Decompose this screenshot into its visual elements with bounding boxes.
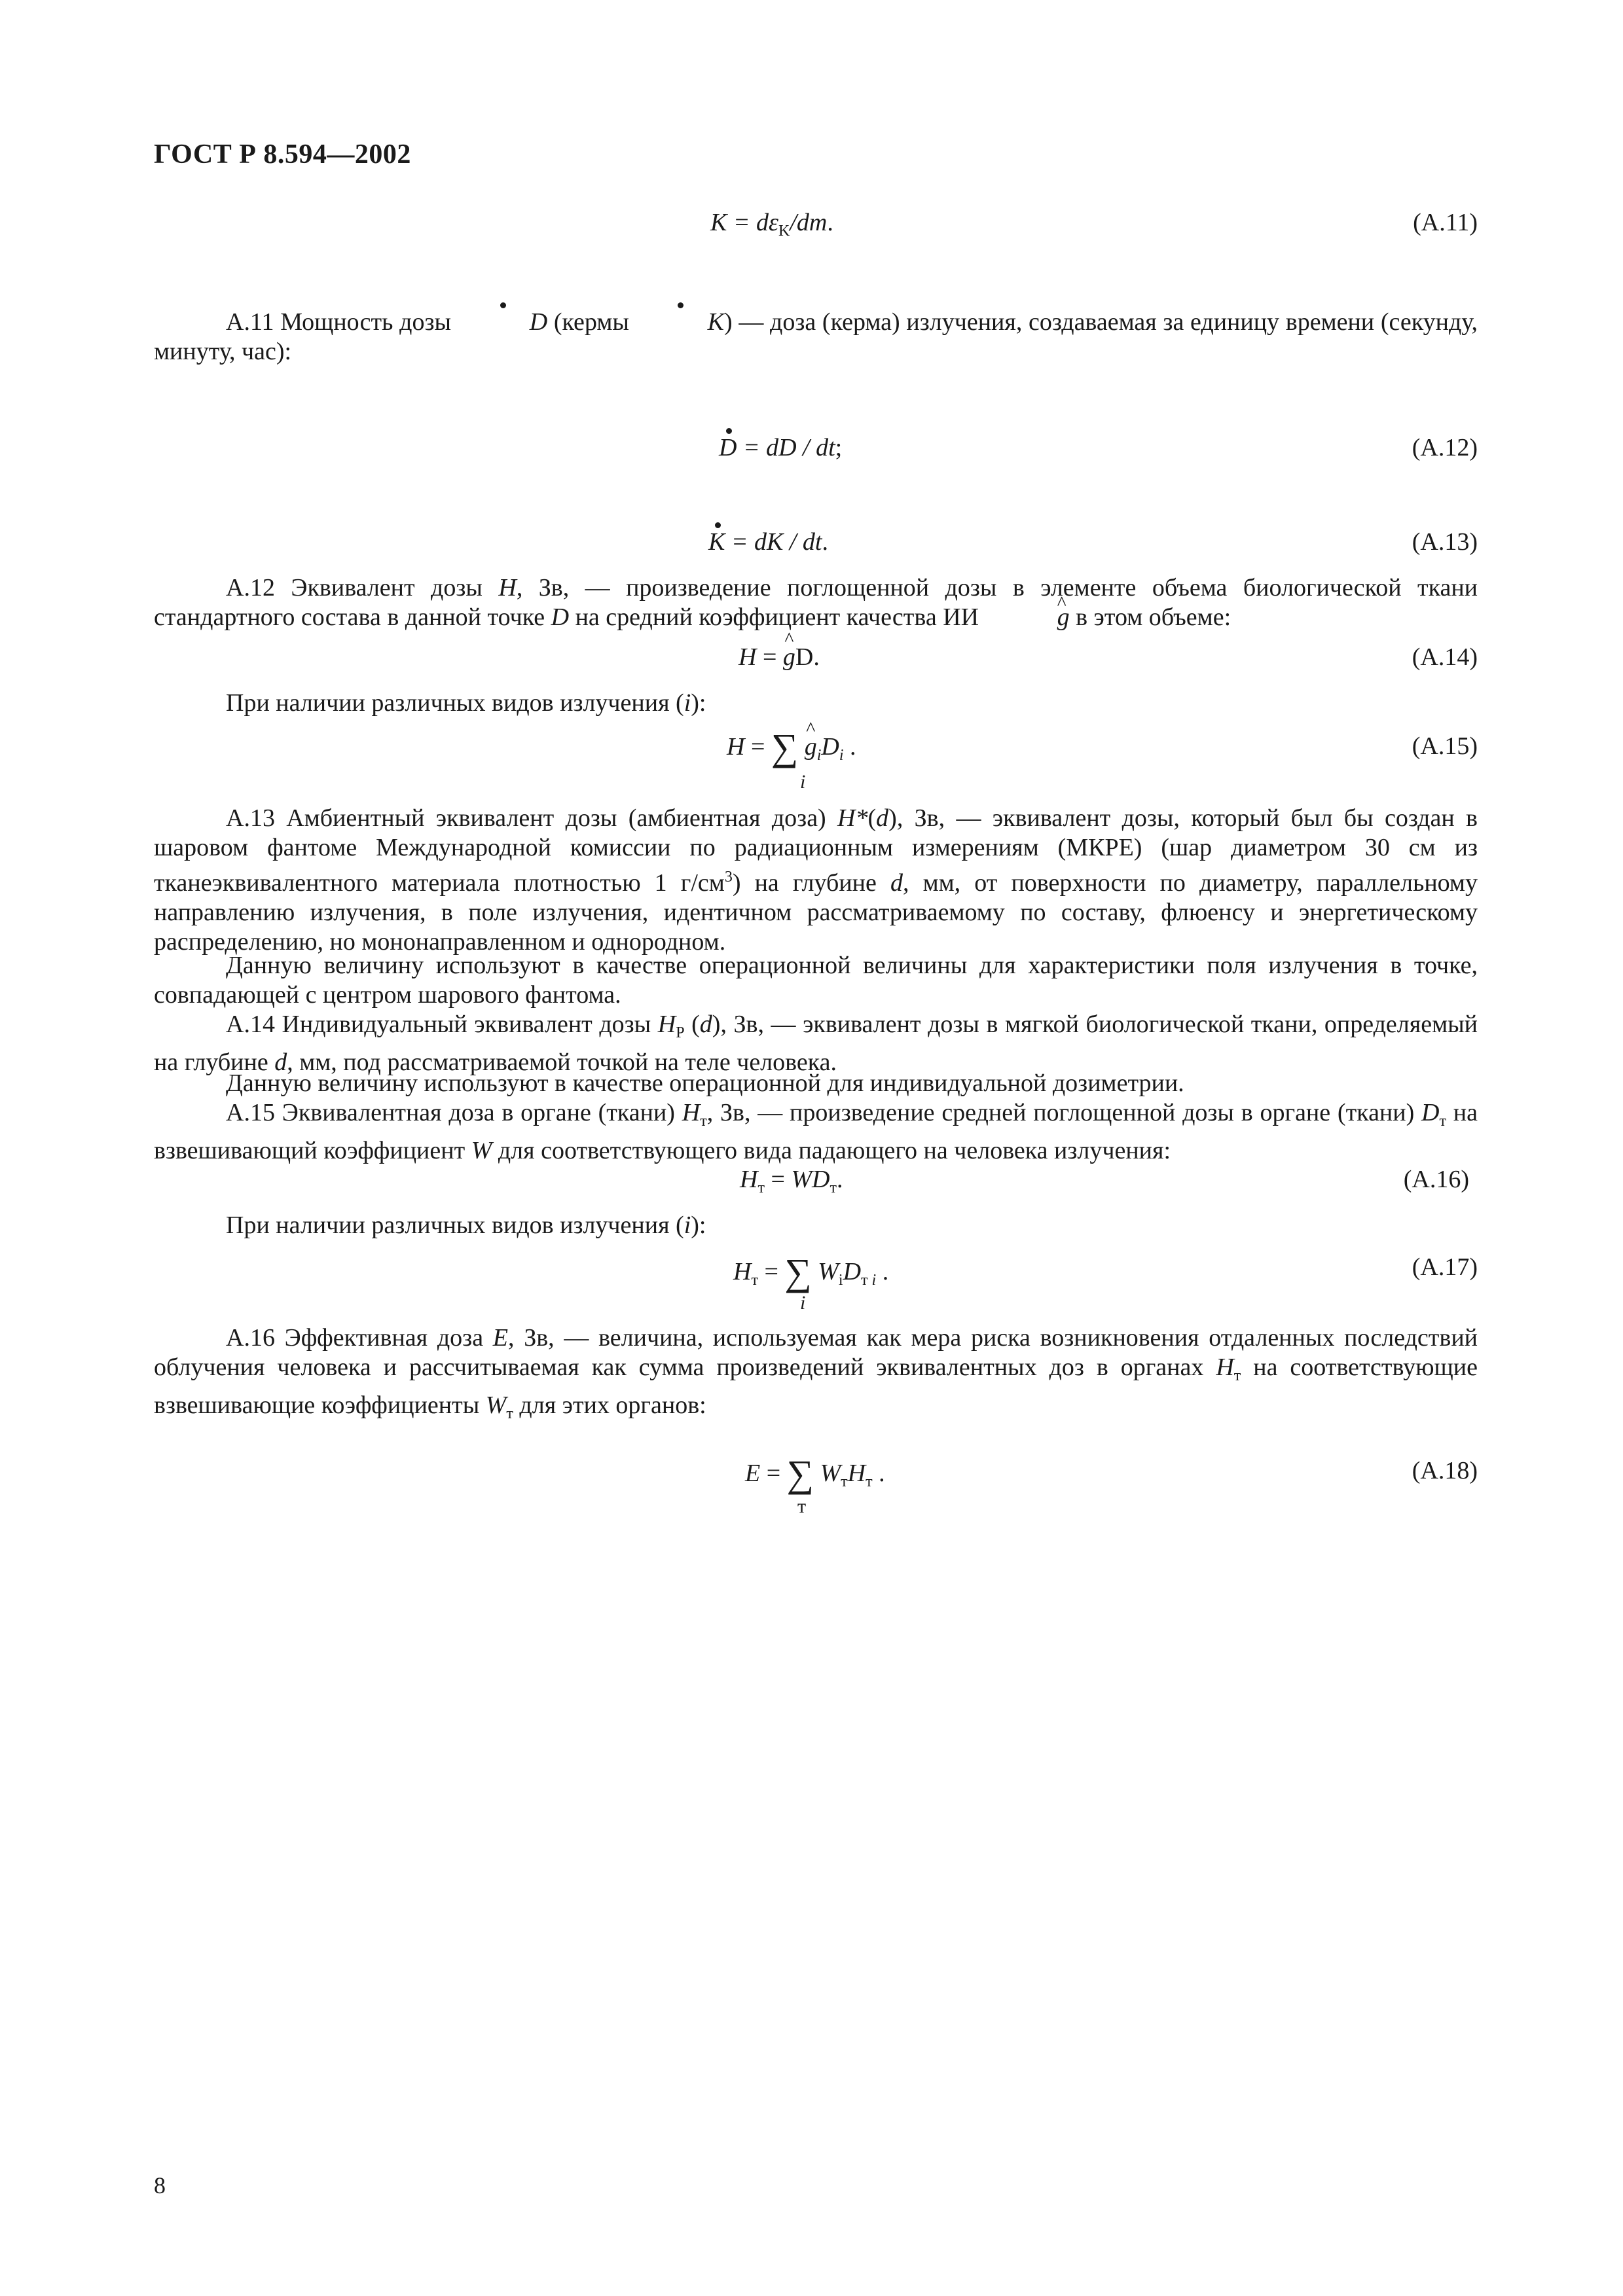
formula-a15: H = ∑ ^ $g_iD_i$ . (727, 725, 856, 769)
page-number: 8 (154, 2172, 166, 2198)
formula-a18: E = ∑ $W_тH_т$ . (745, 1452, 885, 1495)
paragraph-a15: А.15 Эквивалентная доза в органе (ткани) $H_т$, Зв, — произведение средней поглощенной дозы в органе (ткани) $D_т$ на взвешивающий коэффициент W для соответствующего вида падающего на человека излучения: (154, 1099, 1478, 1164)
sum-index-a17: i (800, 1292, 806, 1314)
eq-label-a17: (А.17) (1412, 1253, 1478, 1281)
paragraph-multi-1: При наличии различных видов излучения (i): (226, 689, 706, 717)
formula-a14: H = ^ gD. (739, 643, 820, 672)
eq-label-a18: (А.18) (1412, 1457, 1478, 1484)
eq-label-a11: (А.11) (1413, 209, 1478, 236)
sum-index-a18: т (797, 1496, 807, 1517)
eq-label-a13: (А.13) (1412, 528, 1478, 556)
formula-a11: $K = d\varepsilon_K/dm$. (710, 209, 833, 240)
formula-a12: D = dD / dt; (719, 434, 843, 461)
eq-label-a12: (А.12) (1412, 434, 1478, 461)
paragraph-a14-use: Данную величину используют в качестве операционной для индивидуальной дозиметрии. (226, 1069, 1184, 1097)
paragraph-a13-use: Данную величину используют в качестве операционной величины для характеристики поля излучения в точке, совпадающей с центром шарового фантома. (154, 952, 1478, 1009)
eq-label-a15: (А.15) (1412, 732, 1478, 760)
formula-a13: K = dK / dt. (708, 528, 828, 556)
paragraph-multi-2: При наличии различных видов излучения (i): (226, 1211, 706, 1239)
paragraph-a13: А.13 Амбиентный эквивалент дозы (амбиентная доза) H*(d), Зв, — эквивалент дозы, который был бы создан в шаровом фантоме Международной комиссии по радиационным измерениям (МКРЕ) (шар диаметром 30 см из тканеэквивалентного материала плотностью 1 $г/см^3$) на глубине d, мм, от поверхности по диаметру, параллельному направлению излучения, в поле излучения, идентичном рассматриваемому по составу, флюенсу и энергетическому распределению, но мононаправленном и однородном. (154, 804, 1478, 956)
document-header: ГОСТ Р 8.594—2002 (154, 139, 411, 170)
formula-a17: $H_т$ = ∑ $W_iD_{т i}$ . (733, 1251, 889, 1293)
paragraph-a12: А.12 Эквивалент дозы H, Зв, — произведение поглощенной дозы в элементе объема биологической ткани стандартного состава в данной точке D на средний коэффициент качества ИИ ^ g в этом объеме: (154, 573, 1478, 632)
eq-label-a16: (А.16) (1403, 1166, 1469, 1193)
paragraph-a14: А.14 Индивидуальный эквивалент дозы $H_P$ (d), Зв, — эквивалент дозы в мягкой биологической ткани, определяемый на глубине d, мм, под рассматриваемой точкой на теле человека. (154, 1011, 1478, 1076)
paragraph-a11: А.11 Мощность дозы D (кермы K) — доза (керма) излучения, создаваемая за единицу времени (секунду, минуту, час): (154, 308, 1478, 365)
eq-label-a14: (А.14) (1412, 643, 1478, 671)
sum-index-a15: i (800, 771, 806, 793)
paragraph-a16: А.16 Эффективная доза E, Зв, — величина, используемая как мера риска возникновения отдаленных последствий облучения человека и рассчитываемая как сумма произведений эквивалентных доз в органах $H_т$ на соответствующие взвешивающие коэффициенты $W_т$ для этих органов: (154, 1324, 1478, 1422)
formula-a16: $H_т = WD_т$. (740, 1166, 843, 1196)
